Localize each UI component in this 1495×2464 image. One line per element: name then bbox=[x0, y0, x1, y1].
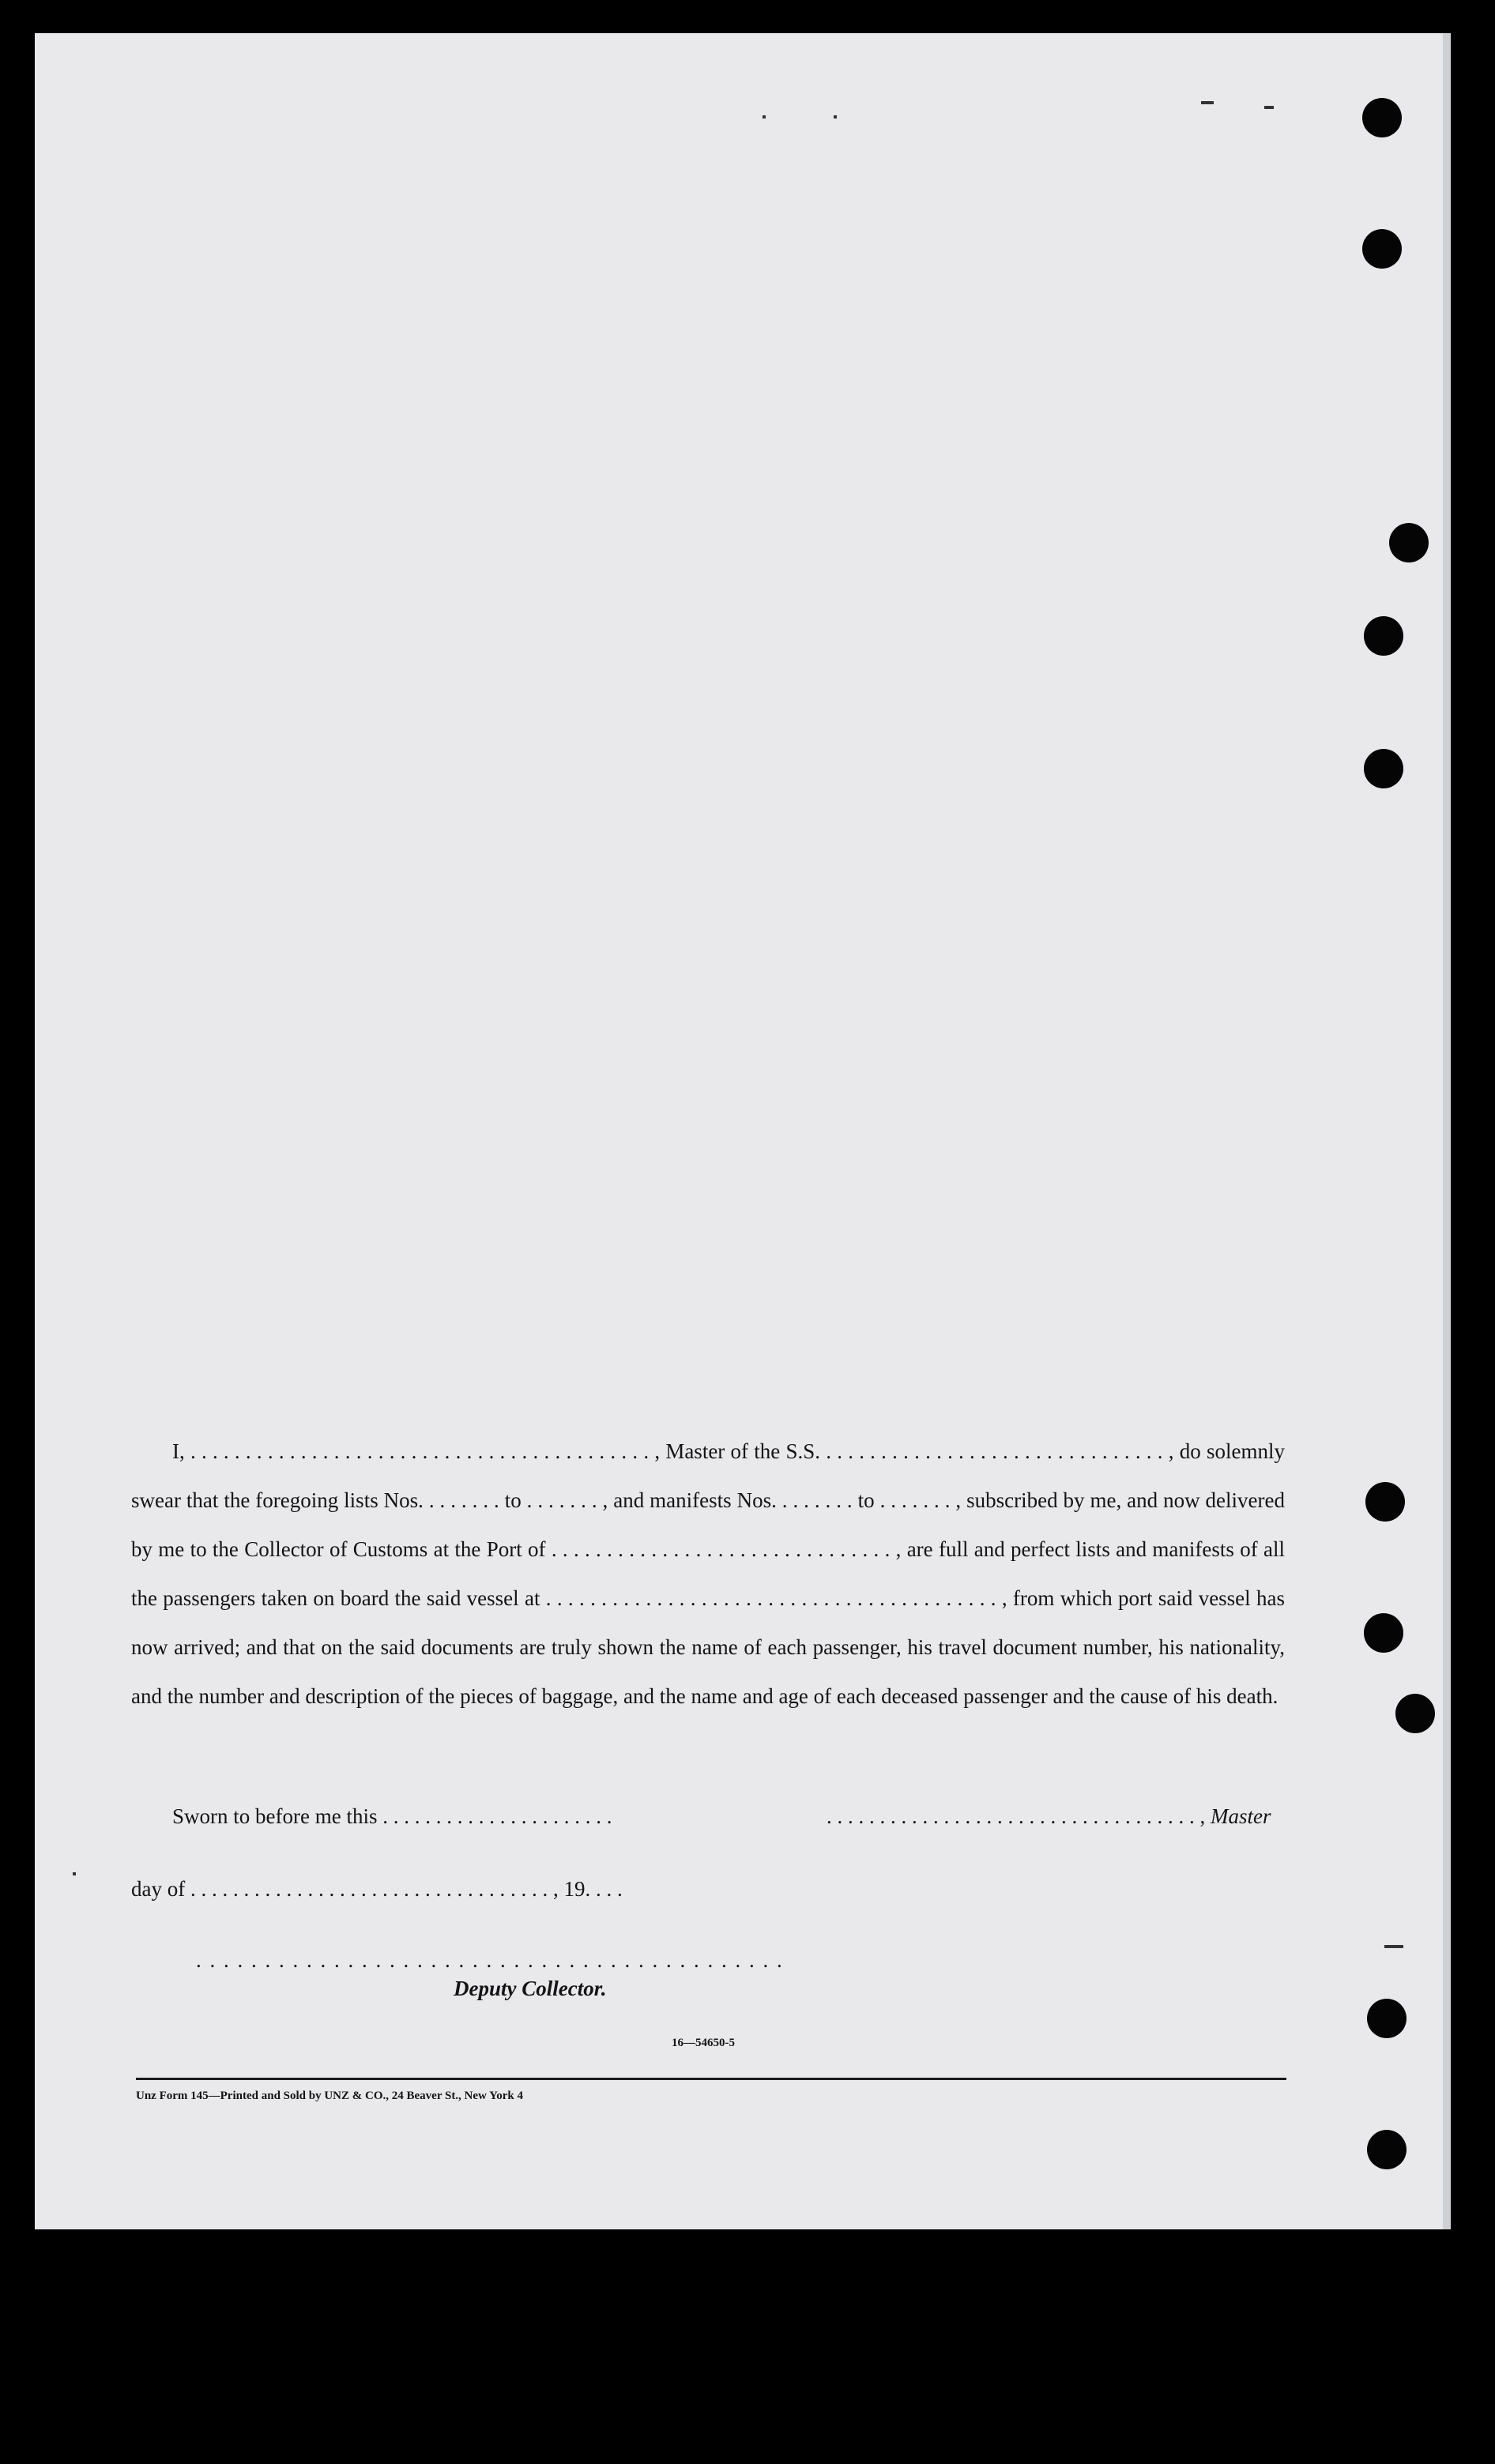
ink-speck bbox=[763, 115, 766, 118]
day-of-line: day of . . . . . . . . . . . . . . . . . . . . . . . . . . . . . . . . . . , 19. . . . bbox=[131, 1877, 623, 1901]
punch-hole bbox=[1395, 1694, 1435, 1733]
punch-hole bbox=[1367, 2130, 1407, 2169]
punch-hole bbox=[1364, 616, 1403, 656]
punch-hole bbox=[1362, 98, 1402, 137]
footer-rule bbox=[136, 2078, 1286, 2080]
ink-speck bbox=[1201, 101, 1214, 104]
ink-speck bbox=[834, 115, 837, 118]
master-signature-line bbox=[827, 1804, 1271, 1829]
deputy-signature-dots: . . . . . . . . . . . . . . . . . . . . . . . . . . . . . . . . . . . . . . . . . . . bbox=[196, 1948, 784, 1972]
punch-hole bbox=[1364, 1613, 1403, 1653]
punch-hole bbox=[1364, 749, 1403, 788]
ink-speck bbox=[1264, 106, 1274, 109]
punch-hole bbox=[1365, 1482, 1405, 1522]
form-number: 16—54650-5 bbox=[672, 2037, 735, 2049]
punch-hole bbox=[1367, 1999, 1407, 2038]
master-dots: . . . . . . . . . . . . . . . . . . . . . . . . . . . . . . . . . . . , bbox=[827, 1804, 1206, 1828]
page-edge-shadow bbox=[1443, 33, 1451, 2229]
punch-hole bbox=[1362, 229, 1402, 269]
master-label: Master bbox=[1211, 1804, 1271, 1828]
deputy-collector-label: Deputy Collector. bbox=[454, 1977, 607, 2000]
punch-hole bbox=[1389, 523, 1429, 562]
ink-speck bbox=[1384, 1945, 1403, 1948]
oath-paragraph bbox=[131, 1427, 1285, 1721]
ink-speck bbox=[73, 1872, 76, 1875]
printer-imprint: Unz Form 145—Printed and Sold by UNZ & CO., 24 Beaver St., New York 4 bbox=[136, 2090, 523, 2102]
sworn-line: Sworn to before me this . . . . . . . . . . . . . . . . . . . . . . bbox=[172, 1804, 612, 1828]
oath-text: I, . . . . . . . . . . . . . . . . . . . . . . . . . . . . . . . . . . . . . . . . . . , Master of the S.S. . . . . . . . . . . . . . . . . . . . . . . . . . . . . . . . , do solemnly swear that the foregoing lists Nos. . . . . . . . to . . . . . . . , and manifests Nos. . . . . . . . to . . . . . . . , subscribed by me, and now delivered by me to the Collector of Customs at the Port of . . . . . . . . . . . . . . . . . . . . . . . . . . . . . . . , are full and perfect lists and manifests of all the passengers taken on board the said vessel at . . . . . . . . . . . . . . . . . . . . . . . . . . . . . . . . . . . . . . . . . , from which port said vessel has now arrived; and that on the said documents are truly shown the name of each passenger, his travel document number, his nationality, and the number and description of the pieces of baggage, and the name and age of each deceased passenger and the cause of his death. bbox=[131, 1439, 1285, 1708]
